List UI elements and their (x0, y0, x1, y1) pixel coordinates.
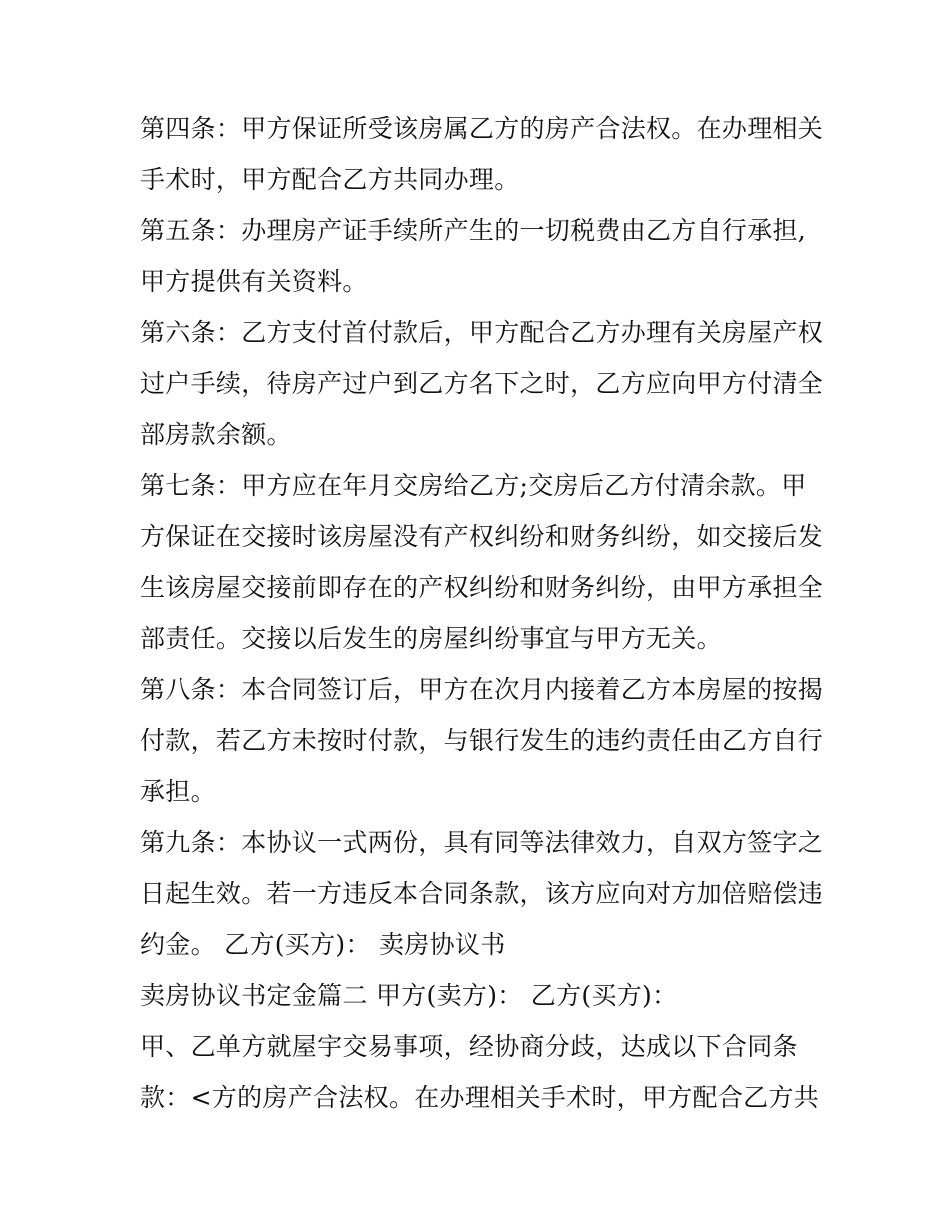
text-line: 第七条：甲方应在年月交房给乙方;交房后乙方付清余款。甲 (140, 471, 807, 500)
text-line: 付款，若乙方未按时付款，与银行发生的违约责任由乙方自行 (140, 726, 824, 755)
text-line: 手术时，甲方配合乙方共同办理。 (140, 165, 520, 194)
text-line: 款：<方的房产合法权。在办理相关手术时，甲方配合乙方共 (140, 1083, 820, 1112)
text-line: 约金。 乙方(买方)： 卖房协议书 (140, 930, 506, 959)
text-line: 部房款余额。 (140, 420, 292, 449)
document-body (140, 103, 824, 1123)
text-line: 过户手续，待房产过户到乙方名下之时，乙方应向甲方付清全 (140, 369, 824, 398)
text-line: 第八条：本合同签订后，甲方在次月内接着乙方本房屋的按揭 (140, 675, 824, 704)
text-line: 第六条：乙方支付首付款后，甲方配合乙方办理有关房屋产权 (140, 318, 824, 347)
text-line: 第四条：甲方保证所受该房属乙方的房产合法权。在办理相关 (140, 114, 824, 143)
text-line: 甲、乙单方就屋宇交易事项，经协商分歧，达成以下合同条 (140, 1032, 798, 1061)
text-line: 部责任。交接以后发生的房屋纠纷事宜与甲方无关。 (140, 624, 722, 653)
text-line: 生该房屋交接前即存在的产权纠纷和财务纠纷，由甲方承担全 (140, 573, 824, 602)
text-line: 第九条：本协议一式两份，具有同等法律效力，自双方签字之 (140, 828, 824, 857)
text-line: 承担。 (140, 777, 216, 806)
text-line: 日起生效。若一方违反本合同条款，该方应向对方加倍赔偿违 (140, 879, 824, 908)
text-line: 卖房协议书定金篇二 甲方(卖方)： 乙方(买方)： (140, 981, 678, 1010)
text-line: 甲方提供有关资料。 (140, 267, 368, 296)
text-line: 方保证在交接时该房屋没有产权纠纷和财务纠纷，如交接后发 (140, 522, 824, 551)
text-line: 第五条：办理房产证手续所产生的一切税费由乙方自行承担, (140, 216, 807, 245)
